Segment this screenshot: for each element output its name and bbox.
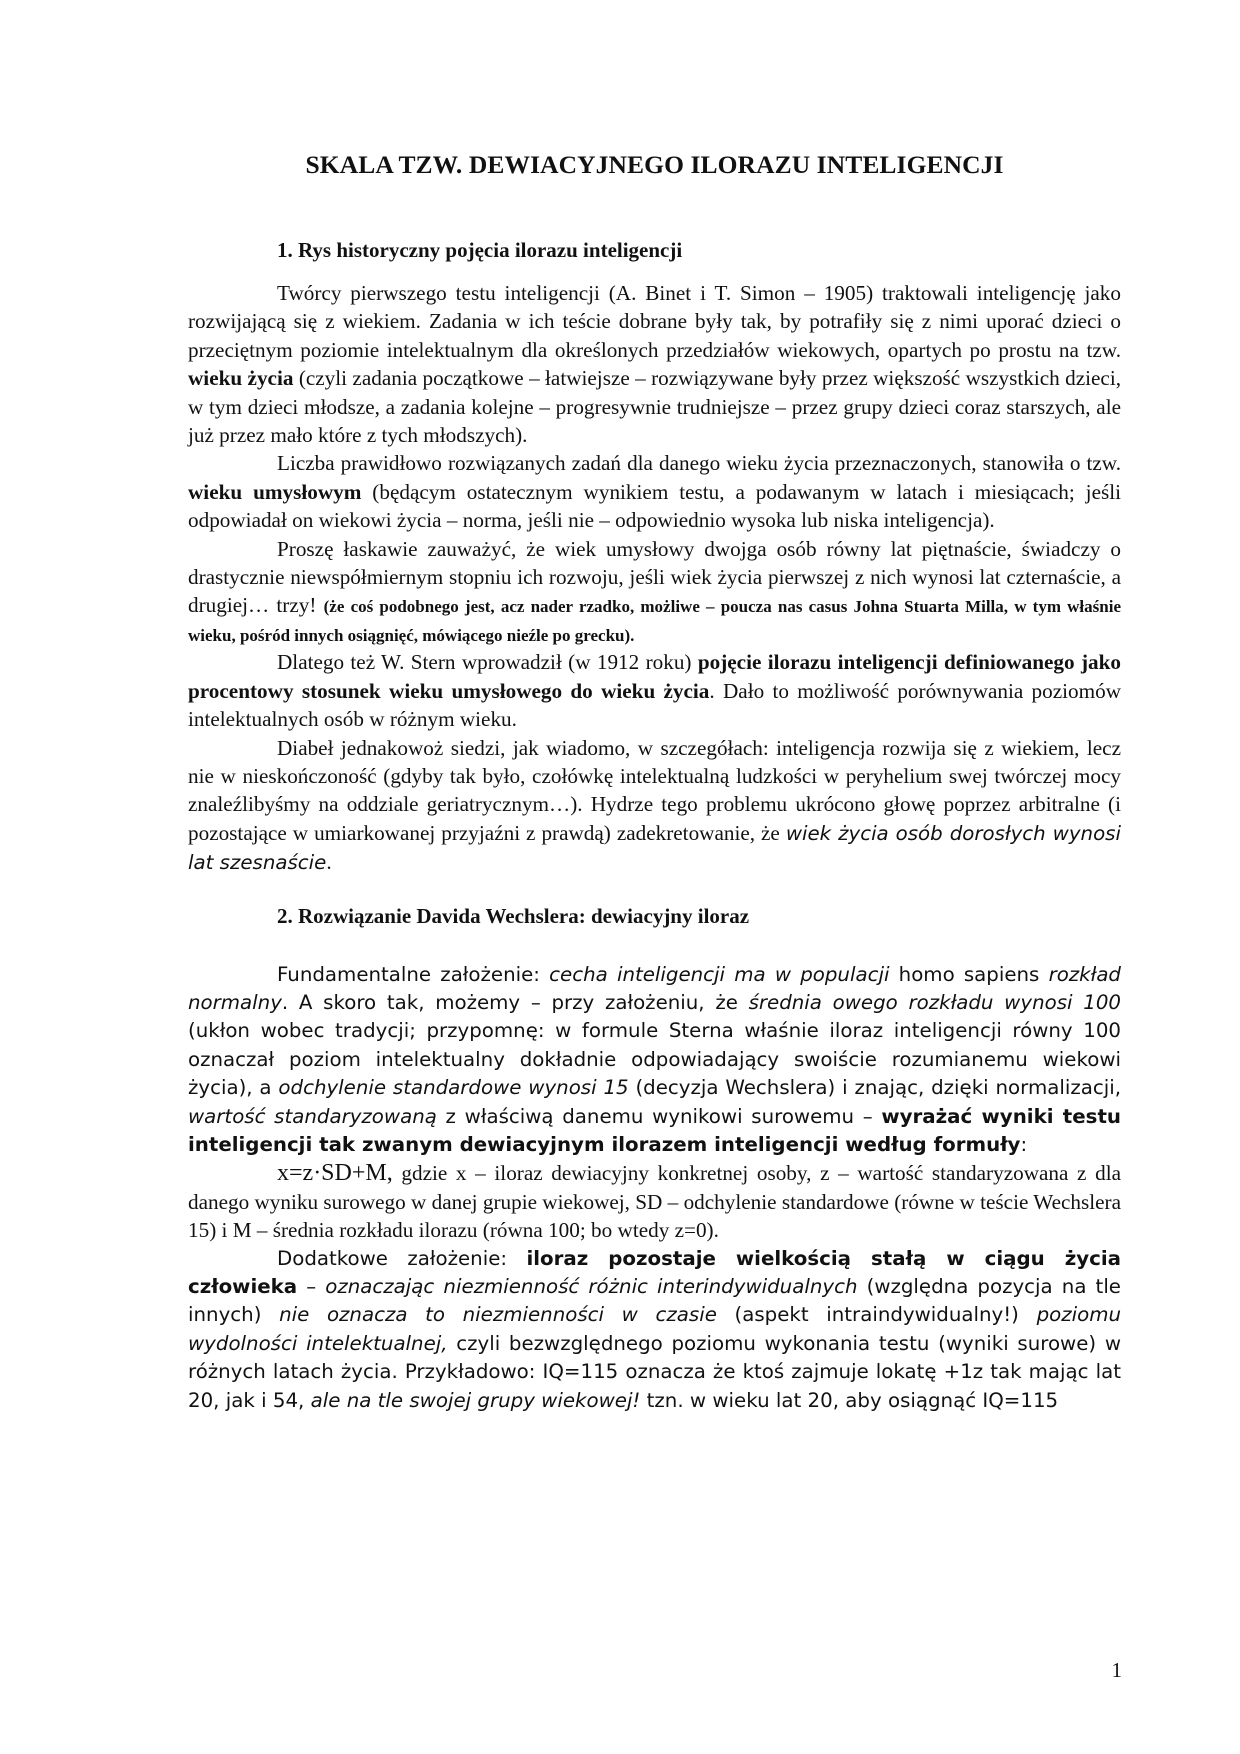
iq-constancy-statement: iloraz pozostaje wielkością stałą w ciągu życia człowieka <box>188 1246 1121 1298</box>
term-wiek-zycia: wieku życia <box>188 366 294 391</box>
section-2-paragraph-3: Dodatkowe założenie: iloraz pozostaje wielkością stałą w ciągu życia człowieka – oznaczając niezmienność różnic interindywidualnych (względna pozycja na tle innych) nie oznacza to niezmienności w czasie (aspekt intraindywidualny!) poziomu wydolności intelektualnej, czyli bezwzględnego poziomu wykonania testu (wyniki surowe) w różnych latach życia. Przykładowo: IQ=115 oznacza że ktoś zajmuje lokatę +1z tak mając lat 20, jak i 54, ale na tle swojej grupy wiekowej! tzn. w wieku lat 20, aby osiągnąć IQ=115 <box>188 1246 1122 1412</box>
section-1-paragraph-3: Proszę łaskawie zauważyć, że wiek umysłowy dwojga osób równy lat piętnaście, świadczy o drastycznie niewspółmiernym stopniu ich rozwoju, jeśli wiek życia pierwszej z nich wynosi lat czternaście, a drugiej… trzy! (że coś podobnego jest, acz nader rzadko, możliwe – poucza nas casus Johna Stuarta Milla, w tym właśnie wieku, pośród innych osiągnięć, mówiącego nieźle po grecku). <box>188 536 1121 645</box>
section-1-paragraph-4: Dlatego też W. Stern wprowadził (w 1912 roku) pojęcie ilorazu inteligencji definiowanego jako procentowy stosunek wieku umysłowego do wieku życia. Dało to możliwość porównywania poziomów intelektualnych osób w różnym wieku. <box>188 650 1121 732</box>
aside-note: (że coś podobnego jest, acz nader rzadko, możliwe – poucza nas casus Johna Stuarta Milla, w tym właśnie wieku, pośród innych osiągnięć, mówiącego nieźle po grecku). <box>188 597 1121 645</box>
section-2-heading: 2. Rozwiązanie Davida Wechslera: dewiacyjny iloraz <box>277 903 750 928</box>
section-2-paragraph-2: x=z·SD+M, gdzie x – iloraz dewiacyjny konkretnej osoby, z – wartość standaryzowana z dla danego wyniku surowego w danej grupie wiekowej, SD – odchylenie standardowe (równe w teście Wechslera 15) i M – średnia rozkładu ilorazu (równa 100; bo wtedy z=0). <box>188 1160 1121 1243</box>
page-number: 1 <box>1111 1658 1122 1682</box>
document-body <box>188 150 1121 1415</box>
section-2-paragraph-1: Fundamentalne założenie: cecha inteligencji ma w populacji homo sapiens rozkład normalny. A skoro tak, możemy – przy założeniu, że średnia owego rozkładu wynosi 100 (ukłon wobec tradycji; przypomnę: w formule Sterna właśnie iloraz inteligencji równy 100 oznaczał poziom intelektualny dokładnie odpowiadający swoiście rozumianemu wiekowi życia), a odchylenie standardowe wynosi 15 (decyzja Wechslera) i znając, dzięki normalizacji, wartość standaryzowaną z właściwą danemu wynikowi surowemu – wyrażać wyniki testu inteligencji tak zwanym dewiacyjnym ilorazem inteligencji według formuły: <box>188 962 1121 1156</box>
adult-age-statement: wiek życia osób dorosłych wynosi lat szesnaście <box>188 821 1121 875</box>
formula-intro: wyrażać wyniki testu inteligencji tak zwanym dewiacyjnym ilorazem inteligencji według formuły <box>188 1104 1121 1156</box>
section-1-heading: 1. Rys historyczny pojęcia ilorazu inteligencji <box>277 238 683 262</box>
term-wiek-umyslowy: wieku umysłowym <box>188 479 362 504</box>
document-title: SKALA TZW. DEWIACYJNEGO ILORAZU INTELIGENCJI <box>305 150 1004 179</box>
section-1-paragraph-2: Liczba prawidłowo rozwiązanych zadań dla danego wieku życia przeznaczonych, stanowiła o tzw. wieku umysłowym (będącym ostatecznym wynikiem testu, a podawanym w latach i miesiącach; jeśli odpowiadał on wiekowi życia – norma, jeśli nie – odpowiednio wysoka lub niska inteligencja). <box>188 451 1121 533</box>
section-1-paragraph-1: Twórcy pierwszego testu inteligencji (A. Binet i T. Simon – 1905) traktowali inteligencję jako rozwijającą się z wiekiem. Zadania w ich teście dobrane były tak, by potrafiły się z nimi uporać dzieci o przeciętnym poziomie intelektualnym dla określonych przedziałów wiekowych, opartych po prostu na tzw. wieku życia (czyli zadania początkowe – łatwiejsze – rozwiązywane były przez większość wszystkich dzieci, w tym dzieci młodsze, a zadania kolejne – progresywnie trudniejsze – przez grupy dzieci coraz starszych, ale już przez mało które z tych młodszych). <box>188 281 1122 448</box>
iq-definition: pojęcie ilorazu inteligencji definiowanego jako procentowy stosunek wieku umysłowego do wieku życia <box>188 650 1121 703</box>
iq-formula: x=z·SD+M, <box>277 1160 393 1187</box>
section-1-paragraph-5: Diabeł jednakowoż siedzi, jak wiadomo, w szczegółach: inteligencja rozwija się z wiekiem, lecz nie w nieskończoność (gdyby tak było, czołówkę intelektualną ludzkości w peryhelium swej twórczej mocy znaleźlibyśmy na oddziale geriatrycznym…). Hydrze tego problemu ukrócono głowę poprzez arbitralne (i pozostające w umiarkowanej przyjaźni z prawdą) zadekretowanie, że wiek życia osób dorosłych wynosi lat szesnaście. <box>188 735 1121 875</box>
